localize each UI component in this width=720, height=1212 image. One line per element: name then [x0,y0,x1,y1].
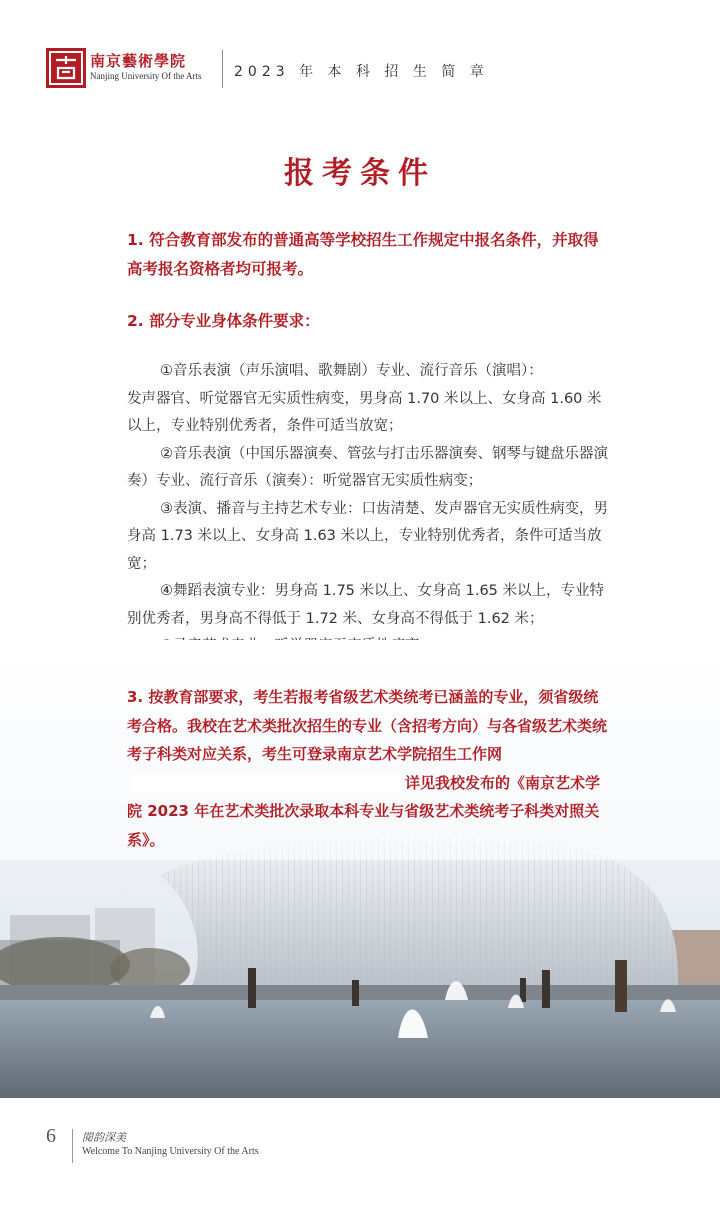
footer-divider [72,1129,73,1163]
university-name-cn: 南京藝術學院 [90,52,187,70]
page-footer [0,1125,720,1165]
footer-slogan-en: Welcome To Nanjing University Of the Arts [82,1146,259,1157]
page-title: 报考条件 [284,156,436,191]
requirement-3 [127,683,611,854]
header-divider [222,50,223,88]
requirement-1: 1. 符合教育部发布的普通高等学校招生工作规定中报名条件，并取得高考报名资格者均可报考。 [127,231,599,278]
list-item: ②音乐表演（中国乐器演奏、管弦与打击乐器演奏、钢琴与键盘乐器演奏）专业、流行音乐（演奏）：听觉器官无实质性病变； [127,445,608,489]
university-name-en: Nanjing University Of the Arts [90,71,202,81]
list-item: ①音乐表演（声乐演唱、歌舞剧）专业、流行音乐（演唱）： [160,363,543,379]
footer-slogan-cn: 閱韵深美 [82,1131,126,1144]
brochure-title: 2023 年 本 科 招 生 简 章 [234,64,489,80]
list-item: ③表演、播音与主持艺术专业：口齿清楚、发声器官无实质性病变，男身高 1.73 米以上、女身高 1.63 米以上，专业特别优秀者，条件可适当放宽； [127,500,608,572]
university-seal-logo [46,48,86,88]
list-item: ④舞蹈表演专业：男身高 1.75 米以上、女身高 1.65 米以上，专业特别优秀者，男身高不得低于 1.72 米、女身高不得低于 1.62 米； [127,583,605,627]
redacted-url-box [131,774,401,792]
page-number: 6 [46,1125,56,1147]
list-item: 发声器官、听觉器官无实质性病变，男身高 1.70 米以上、女身高 1.60 米以上，专业特别优秀者，条件可适当放宽； [127,390,602,434]
requirement-3-text-after: 详见我校发布的《南京艺术学院 2023 年在艺术类批次录取本科专业与省级艺术类统考子科类对照关系》。 [127,773,601,849]
page-header [0,0,720,100]
requirement-2-list [127,358,611,661]
requirement-2-heading: 2. 部分专业身体条件要求： [127,312,320,330]
requirement-3-text-before: 3. 按教育部要求，考生若报考省级艺术类统考已涵盖的专业，须省级统考合格。我校在艺术类批次招生的专业（含招考方向）与各省级艺术类统考子科类对应关系，考生可登录南京艺术学院招生工作网 [127,688,608,763]
